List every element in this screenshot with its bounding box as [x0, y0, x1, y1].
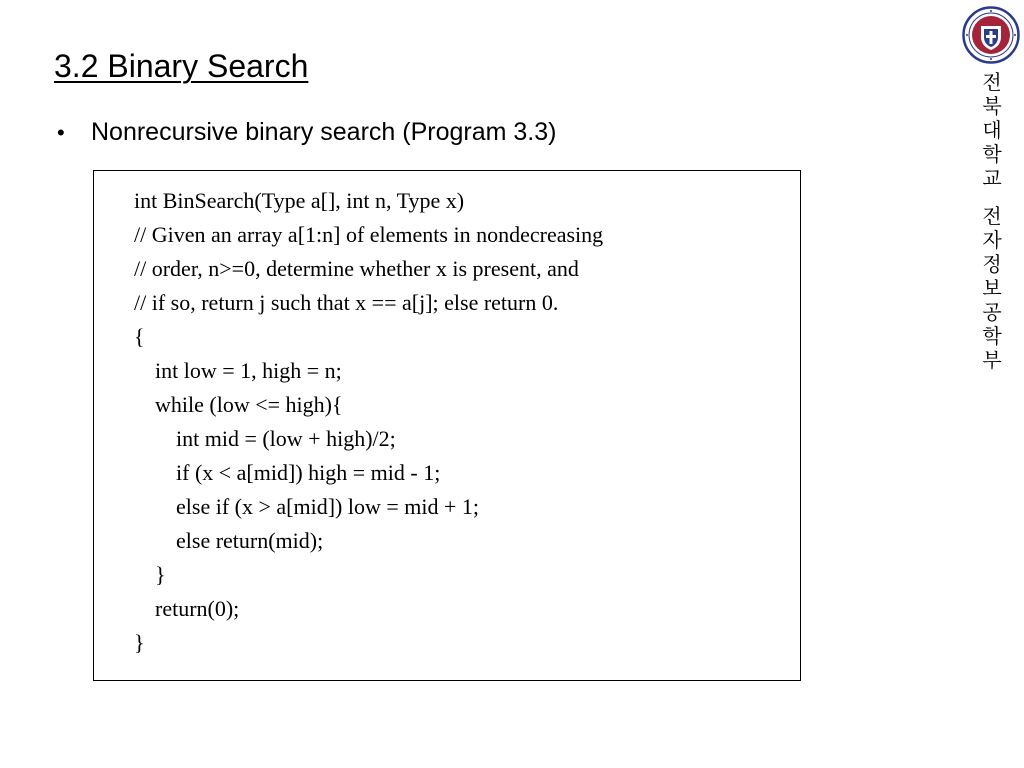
code-line: {: [134, 324, 145, 349]
code-line: }: [134, 630, 145, 655]
label-char: 교: [982, 166, 1002, 190]
code-line: // if so, return j such that x == a[j]; else return 0.: [134, 290, 559, 315]
department-label: [978, 70, 1006, 372]
label-char: 자: [982, 228, 1002, 252]
code-line: // order, n>=0, determine whether x is present, and: [134, 256, 579, 281]
bullet-marker: •: [57, 119, 65, 145]
slide-title: 3.2 Binary Search: [54, 48, 309, 84]
code-line: return(0);: [155, 596, 240, 621]
label-char: 공: [982, 300, 1002, 324]
code-line: // Given an array a[1:n] of elements in nondecreasing: [134, 222, 604, 247]
code-line: else return(mid);: [176, 528, 324, 553]
label-char: 정: [982, 252, 1002, 276]
code-line: else if (x > a[mid]) low = mid + 1;: [176, 494, 479, 519]
label-char: 보: [982, 276, 1002, 300]
code-line: while (low <= high){: [155, 392, 343, 417]
code-line: }: [155, 562, 166, 587]
code-line: int BinSearch(Type a[], int n, Type x): [134, 188, 465, 213]
code-lines: [134, 184, 603, 660]
bullet-text: Nonrecursive binary search (Program 3.3): [91, 118, 557, 146]
label-char: 학: [982, 142, 1002, 166]
university-seal-icon: [962, 6, 1020, 64]
label-char: 전: [982, 204, 1002, 228]
label-char: 학: [982, 324, 1002, 348]
label-char: 부: [982, 348, 1002, 372]
code-line: int mid = (low + high)/2;: [176, 426, 396, 451]
label-char: 전: [982, 70, 1002, 94]
code-line: if (x < a[mid]) high = mid - 1;: [176, 460, 441, 485]
code-line: int low = 1, high = n;: [155, 358, 342, 383]
label-char: 북: [982, 94, 1002, 118]
code-listing-box: [93, 170, 801, 681]
bullet-item: [57, 118, 556, 147]
label-char: 대: [982, 118, 1002, 142]
